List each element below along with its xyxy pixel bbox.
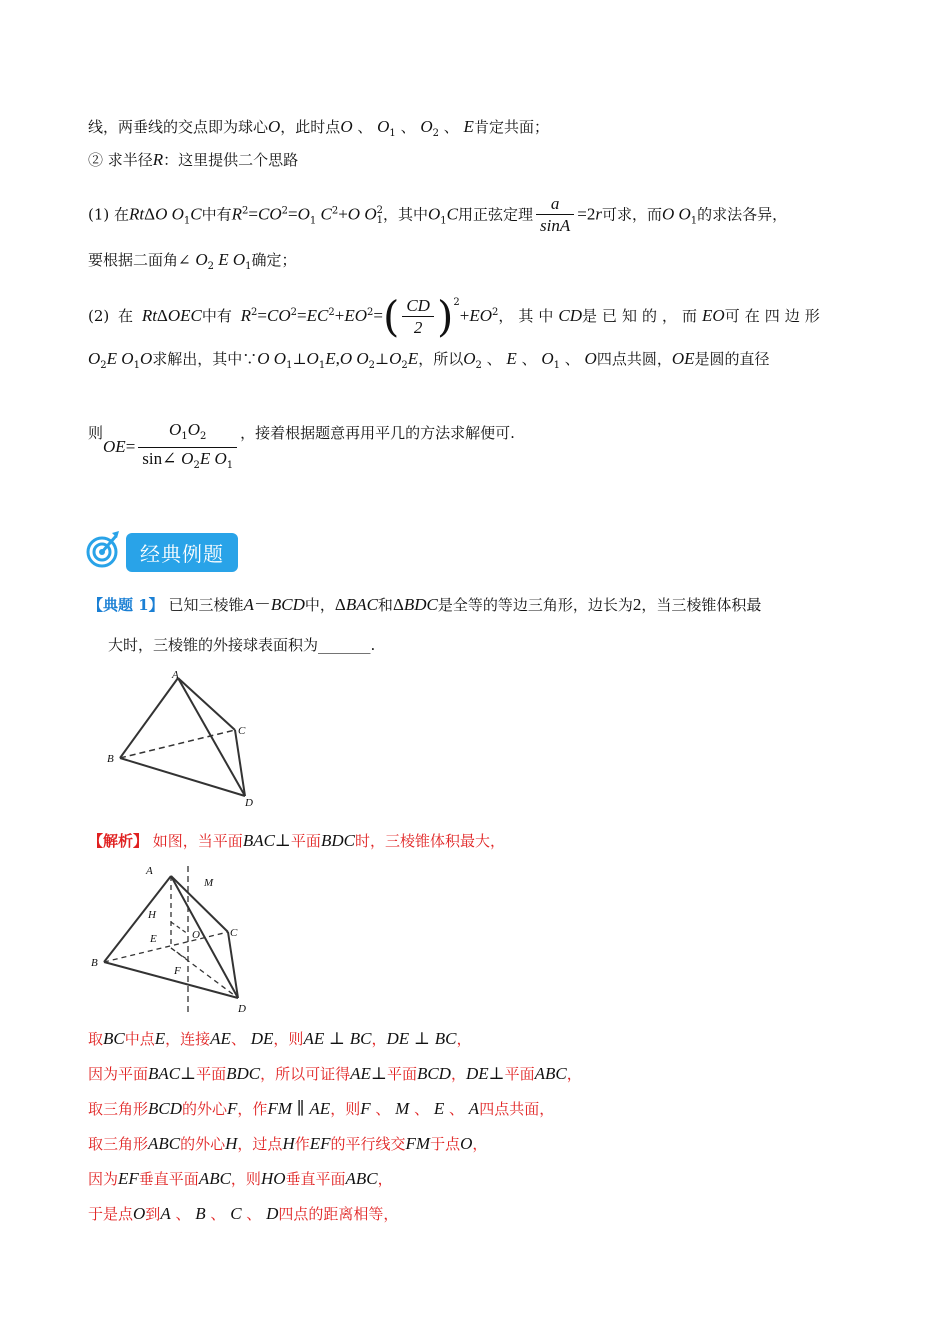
math: ⊥ <box>274 831 291 850</box>
fraction <box>138 420 237 477</box>
math: E <box>325 349 336 368</box>
text: 、 <box>352 118 378 136</box>
text: ， <box>566 1065 582 1083</box>
math: C <box>446 204 458 224</box>
label-A: A <box>146 865 153 877</box>
text: (2) 在 <box>88 307 134 325</box>
text: 时，三棱锥体积最大， <box>354 832 505 850</box>
math: HO <box>260 1169 286 1188</box>
para-line-3 <box>88 194 870 237</box>
text: ，作 <box>237 1100 268 1118</box>
math: CO <box>257 204 282 224</box>
text: 已知三棱锥 <box>168 596 244 614</box>
text: 的外心 <box>182 1100 228 1118</box>
math: E <box>506 349 517 368</box>
math: O O <box>339 349 369 368</box>
text: ，此时点 <box>280 118 341 136</box>
text: 、 <box>560 350 585 368</box>
text: 则 <box>88 424 104 442</box>
math: + <box>459 306 470 325</box>
math: Δ <box>144 204 156 224</box>
label-C: C <box>230 927 238 939</box>
math: = <box>257 306 268 325</box>
sub: 1 <box>309 215 317 227</box>
sup: 2 <box>328 307 335 318</box>
text: 中有 <box>201 307 232 325</box>
label-D: D <box>238 1003 246 1015</box>
math: + <box>338 204 348 224</box>
text: 要根据二面角∠ <box>88 251 196 269</box>
math: E O <box>214 250 246 269</box>
math: D <box>266 1204 279 1223</box>
text: ：这里提供二个思路 <box>163 151 299 169</box>
math: = <box>248 204 258 224</box>
math: R <box>231 204 243 224</box>
math: O <box>195 250 208 269</box>
math: F <box>227 1099 238 1118</box>
text: 大时，三棱锥的外接球表面积为_______. <box>108 636 376 654</box>
text: ， <box>371 1030 387 1048</box>
paren: ( <box>382 292 400 341</box>
sub: 1 <box>440 215 447 227</box>
text: 是圆的直径 <box>694 350 770 368</box>
example-line-2 <box>108 634 870 656</box>
text: 的平行线交 <box>330 1135 406 1153</box>
text: 可求，而 <box>601 205 662 224</box>
label-C: C <box>238 725 246 737</box>
text: 取 <box>88 1030 104 1048</box>
math: BCD <box>416 1064 451 1083</box>
text: 、 <box>370 1100 396 1118</box>
text: ，所以 <box>418 350 464 368</box>
fraction <box>402 296 434 339</box>
sub: 2 <box>368 360 376 371</box>
sup: 2 <box>331 205 339 217</box>
text: ， <box>472 1135 488 1153</box>
math: O O <box>155 204 184 224</box>
math: 2 <box>632 595 642 614</box>
math: O O <box>257 349 287 368</box>
math: + <box>334 306 345 325</box>
math: ABC <box>148 1134 181 1153</box>
text: ，过点 <box>237 1135 283 1153</box>
math: M <box>395 1099 410 1118</box>
fraction-numerator <box>138 420 237 448</box>
text: 是全等的等边三角形，边长为 <box>437 596 633 614</box>
fraction-denominator: 2 <box>413 317 423 337</box>
math: O <box>88 349 101 368</box>
text: 肯定共面； <box>473 118 549 136</box>
math: =2 <box>577 204 596 224</box>
text: 平面 <box>504 1065 535 1083</box>
math: = <box>373 306 383 325</box>
math: r <box>595 204 602 224</box>
math: O O <box>347 204 377 224</box>
math: A <box>468 1099 480 1118</box>
math: O <box>340 117 353 136</box>
text: 平面 <box>290 832 321 850</box>
solution-line-0 <box>88 830 870 852</box>
para-line-4 <box>88 249 870 278</box>
math: O <box>297 204 310 224</box>
text: 取三角形 <box>88 1135 149 1153</box>
math: O <box>377 117 390 136</box>
solution-line-1 <box>88 1028 870 1050</box>
solution-line-5 <box>88 1168 870 1190</box>
text: 的外心 <box>180 1135 226 1153</box>
math: , <box>335 349 340 368</box>
math: O <box>463 349 476 368</box>
math: O <box>133 1204 146 1223</box>
sub: 1 <box>389 128 396 139</box>
text: 可在四边形 <box>724 307 825 325</box>
text: 线，两垂线的交点即为球心 <box>88 118 269 136</box>
text: 、 <box>439 118 464 136</box>
sub: 1 <box>133 360 140 371</box>
sub: 1 <box>181 431 188 442</box>
math: Δ <box>156 306 168 325</box>
sub: 2 <box>100 360 107 371</box>
math: sin∠ <box>142 449 177 468</box>
math: O <box>268 117 281 136</box>
label-D: D <box>245 797 253 809</box>
sub: 2 <box>199 431 207 442</box>
math: C <box>316 204 332 224</box>
math: OEC <box>167 306 202 325</box>
math: ⊥ <box>370 1064 387 1083</box>
text: ② 求半径 <box>88 151 153 169</box>
label-B: B <box>91 957 98 969</box>
solution-line-3 <box>88 1098 870 1120</box>
sub: 1 <box>226 460 234 471</box>
math: ⊥ <box>329 1029 345 1048</box>
math: E O <box>106 349 134 368</box>
text: (1) 在 <box>88 205 130 224</box>
text: 四点共圆， <box>596 350 672 368</box>
math: E <box>463 117 474 136</box>
text: 和 <box>377 596 393 614</box>
para-line-5 <box>88 292 870 339</box>
text: 取三角形 <box>88 1100 149 1118</box>
text: ，接着根据题意再用平几的方法求解便可. <box>240 424 515 442</box>
math: EO <box>702 306 725 325</box>
sup: 2 <box>453 297 460 308</box>
sup: 2 <box>242 205 249 217</box>
math: EC <box>306 306 329 325</box>
math: R <box>240 306 252 325</box>
math: = <box>297 306 307 325</box>
math: DE <box>386 1029 410 1048</box>
text: 于是点 <box>88 1205 134 1223</box>
text: 、 <box>409 1100 434 1118</box>
math: BDC <box>226 1064 261 1083</box>
math: ⊥ <box>180 1064 197 1083</box>
text: 求解出，其中∵ <box>152 350 258 368</box>
text: 垂直平面 <box>285 1170 346 1188</box>
math: EO <box>344 306 367 325</box>
text: 作 <box>294 1135 310 1153</box>
math: Δ <box>392 595 404 614</box>
sub: 2 <box>475 360 482 371</box>
text: ，所以可证得 <box>260 1065 351 1083</box>
fraction-numerator: CD <box>402 296 434 317</box>
sub: 1 <box>690 215 698 227</box>
math: F <box>360 1099 371 1118</box>
text: 中， <box>304 596 335 614</box>
math: BAC <box>345 595 378 614</box>
text: 、 <box>395 118 421 136</box>
sub: 1 <box>245 261 252 272</box>
math: E O <box>199 449 227 468</box>
math: AE <box>350 1064 371 1083</box>
text: 于点 <box>430 1135 461 1153</box>
tetrahedron-figure-1 <box>100 668 270 810</box>
math: AE <box>309 1099 331 1118</box>
math: ABC <box>345 1169 378 1188</box>
math: EO <box>469 306 492 325</box>
math: DE <box>250 1029 274 1048</box>
text: ，其中 <box>498 307 559 325</box>
math: AE <box>210 1029 231 1048</box>
text: ， <box>377 1170 393 1188</box>
para-line-1 <box>88 116 870 145</box>
math: CD <box>558 306 583 325</box>
text: 到 <box>145 1205 161 1223</box>
sub: 2 <box>432 128 439 139</box>
text: ，当三棱锥体积最 <box>641 596 762 614</box>
math: A <box>243 595 254 614</box>
text: 如图，当平面 <box>152 832 243 850</box>
math: O <box>187 420 200 439</box>
math: O <box>306 349 319 368</box>
math: ∥ <box>296 1099 305 1118</box>
label-M: M <box>204 877 214 889</box>
example-tag: 【典题 1】 <box>88 596 164 614</box>
sub: 2 <box>207 261 214 272</box>
text: ，则 <box>273 1030 304 1048</box>
math: Rt <box>141 306 157 325</box>
sub: 1 <box>183 215 191 227</box>
sub: 1 <box>553 360 560 371</box>
fraction <box>536 194 574 237</box>
math: E <box>407 349 419 368</box>
fraction-numerator: a <box>536 194 574 215</box>
math: B <box>195 1204 206 1223</box>
text: 平面 <box>386 1065 417 1083</box>
sup: 2 <box>492 307 499 318</box>
math: ⊥ <box>488 1064 505 1083</box>
sup: 2 <box>290 307 298 318</box>
example-line-1 <box>88 594 870 616</box>
math: FM <box>267 1099 292 1118</box>
math: O <box>420 117 433 136</box>
math: = <box>287 204 298 224</box>
text: 用正弦定理 <box>458 205 534 224</box>
section-banner <box>86 532 238 572</box>
math: DE <box>465 1064 489 1083</box>
solution-line-6 <box>88 1203 870 1225</box>
label-O: O <box>192 929 200 941</box>
sup: 2 <box>376 204 383 216</box>
math: ABC <box>198 1169 231 1188</box>
text: ⊥ <box>375 350 390 368</box>
solution-tag: 【解析】 <box>88 832 149 850</box>
math: A <box>160 1204 171 1223</box>
math: EF <box>118 1169 139 1188</box>
sub: 1 <box>318 360 326 371</box>
sub: 2 <box>193 460 200 471</box>
math: BC <box>103 1029 125 1048</box>
math: O <box>139 349 153 368</box>
math: O <box>584 349 597 368</box>
text: 平面 <box>196 1065 227 1083</box>
sup: 2 <box>281 205 288 217</box>
text: 、 <box>230 1030 246 1048</box>
math: OE <box>671 349 695 368</box>
text: 、 <box>241 1205 267 1223</box>
text: 确定； <box>251 251 297 269</box>
math: － <box>253 595 271 614</box>
text: 、 <box>205 1205 231 1223</box>
math: AE <box>303 1029 325 1048</box>
paren: ) <box>436 292 454 341</box>
text: ， <box>456 1030 472 1048</box>
math: H <box>282 1134 295 1153</box>
math: Rt <box>129 204 145 224</box>
text: 垂直平面 <box>138 1170 199 1188</box>
sub: 1 <box>376 214 383 226</box>
text: 中有 <box>201 205 232 224</box>
math: BC <box>349 1029 372 1048</box>
math: BCD <box>270 595 305 614</box>
para-line-2 <box>88 149 870 171</box>
fraction-denominator: sinA <box>540 216 571 235</box>
tetrahedron-figure-2 <box>88 860 258 1018</box>
text: 四点共面， <box>479 1100 555 1118</box>
math: C <box>230 1204 242 1223</box>
text: ，则 <box>230 1170 261 1188</box>
text: ，其中 <box>382 205 428 224</box>
math: BAC <box>242 831 275 850</box>
text: 中点 <box>124 1030 155 1048</box>
math: BDC <box>320 831 355 850</box>
text: 因为平面 <box>88 1065 149 1083</box>
math: ⊥ <box>413 1029 430 1048</box>
text: ，则 <box>330 1100 361 1118</box>
text: 的求法各异， <box>697 205 788 224</box>
math: FM <box>405 1134 431 1153</box>
math: BC <box>434 1029 457 1048</box>
para-line-7 <box>88 420 870 477</box>
math: C <box>190 204 202 224</box>
text: 四点的距离相等， <box>278 1205 399 1223</box>
math: O O <box>661 204 691 224</box>
math: O <box>389 349 402 368</box>
label-E: E <box>150 933 157 945</box>
text: 、 <box>170 1205 196 1223</box>
solution-line-4 <box>88 1133 870 1155</box>
text: 、 <box>444 1100 469 1118</box>
para-line-6 <box>88 348 870 377</box>
math: OE <box>103 437 126 456</box>
math: H <box>225 1134 238 1153</box>
label-F: F <box>174 965 181 977</box>
math: = <box>125 437 136 456</box>
sup: 2 <box>366 307 374 318</box>
math: Δ <box>334 595 346 614</box>
text: ⊥ <box>292 350 307 368</box>
math: EF <box>309 1134 331 1153</box>
sup: 2 <box>251 307 258 318</box>
math: E <box>433 1099 445 1118</box>
math: O <box>181 449 194 468</box>
math: BAC <box>148 1064 181 1083</box>
text: 、 <box>481 350 507 368</box>
section-title: 经典例题 <box>126 533 238 572</box>
solution-line-2 <box>88 1063 870 1085</box>
target-icon <box>86 530 120 574</box>
text: 是已知的，而 <box>582 307 703 325</box>
fraction-denominator <box>138 448 237 477</box>
math: R <box>152 150 164 169</box>
math: BDC <box>403 595 438 614</box>
math: O <box>460 1134 473 1153</box>
text: ，连接 <box>165 1030 211 1048</box>
label-A: A <box>172 669 179 681</box>
math: E <box>154 1029 166 1048</box>
math: O <box>541 349 554 368</box>
label-B: B <box>107 753 114 765</box>
text: 因为 <box>88 1170 119 1188</box>
math: CO <box>267 306 291 325</box>
math: BCD <box>148 1099 183 1118</box>
sub: 1 <box>286 360 293 371</box>
text: 、 <box>516 350 542 368</box>
math: O <box>428 204 441 224</box>
math: ABC <box>534 1064 567 1083</box>
text: ， <box>450 1065 466 1083</box>
math: O <box>169 420 182 439</box>
sub: 2 <box>401 360 408 371</box>
label-H: H <box>148 909 156 921</box>
